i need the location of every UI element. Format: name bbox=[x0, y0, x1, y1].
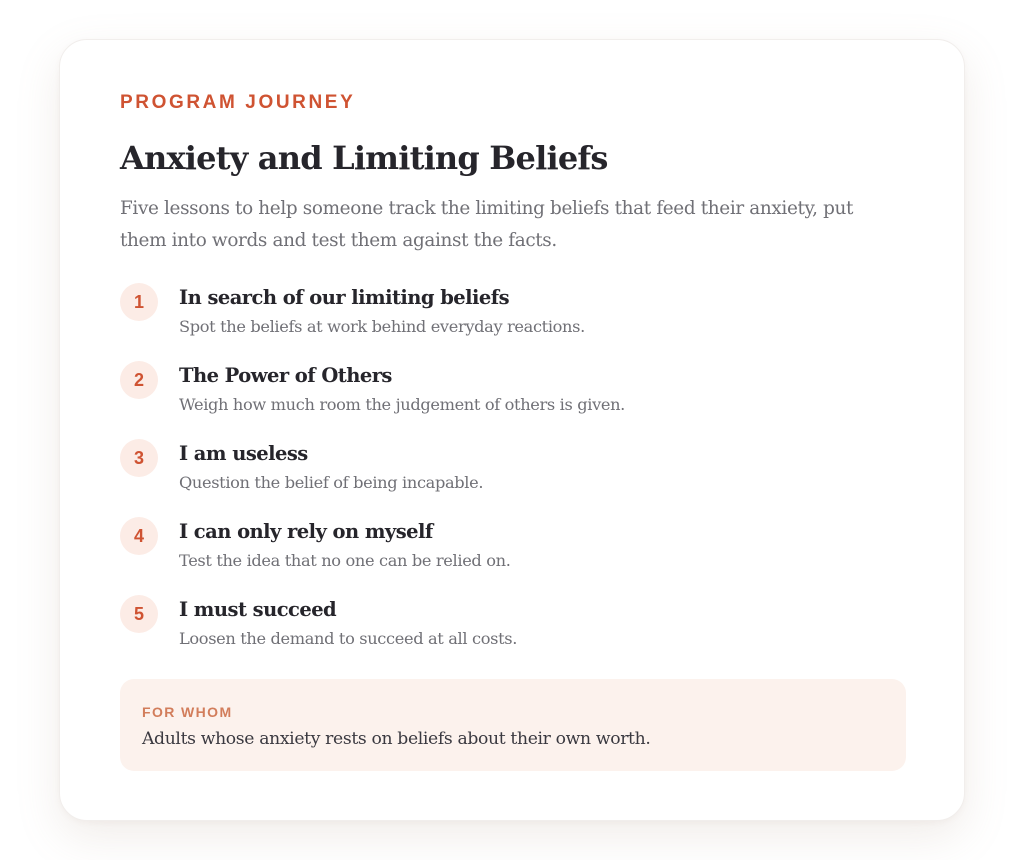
lesson-number-badge: 1 bbox=[120, 283, 158, 321]
lesson-number-badge: 4 bbox=[120, 517, 158, 555]
lesson-number-badge: 5 bbox=[120, 595, 158, 633]
lesson-description: Spot the beliefs at work behind everyday reactions. bbox=[179, 317, 585, 336]
lesson-title: I am useless bbox=[179, 442, 308, 465]
program-description: Five lessons to help someone track the limiting beliefs that feed their anxiety, put them into words and test them against the facts. bbox=[120, 198, 854, 251]
eyebrow-label: PROGRAM JOURNEY bbox=[120, 92, 356, 113]
lesson-title: In search of our limiting beliefs bbox=[179, 286, 510, 309]
page-title: Anxiety and Limiting Beliefs bbox=[120, 139, 608, 177]
audience-text: Adults whose anxiety rests on beliefs about their own worth. bbox=[142, 729, 651, 749]
lesson-description: Test the idea that no one can be relied on. bbox=[179, 551, 511, 570]
lesson-title: I must succeed bbox=[179, 598, 337, 621]
lesson-description: Question the belief of being incapable. bbox=[179, 473, 484, 492]
audience-panel bbox=[120, 679, 906, 771]
lesson-description: Weigh how much room the judgement of others is given. bbox=[179, 395, 625, 414]
lesson-description: Loosen the demand to succeed at all costs. bbox=[179, 629, 517, 648]
lesson-title: I can only rely on myself bbox=[179, 520, 433, 543]
lesson-title: The Power of Others bbox=[179, 364, 392, 387]
audience-label: FOR WHOM bbox=[142, 704, 233, 720]
lesson-number-badge: 3 bbox=[120, 439, 158, 477]
lesson-number-badge: 2 bbox=[120, 361, 158, 399]
program-card bbox=[59, 39, 965, 821]
